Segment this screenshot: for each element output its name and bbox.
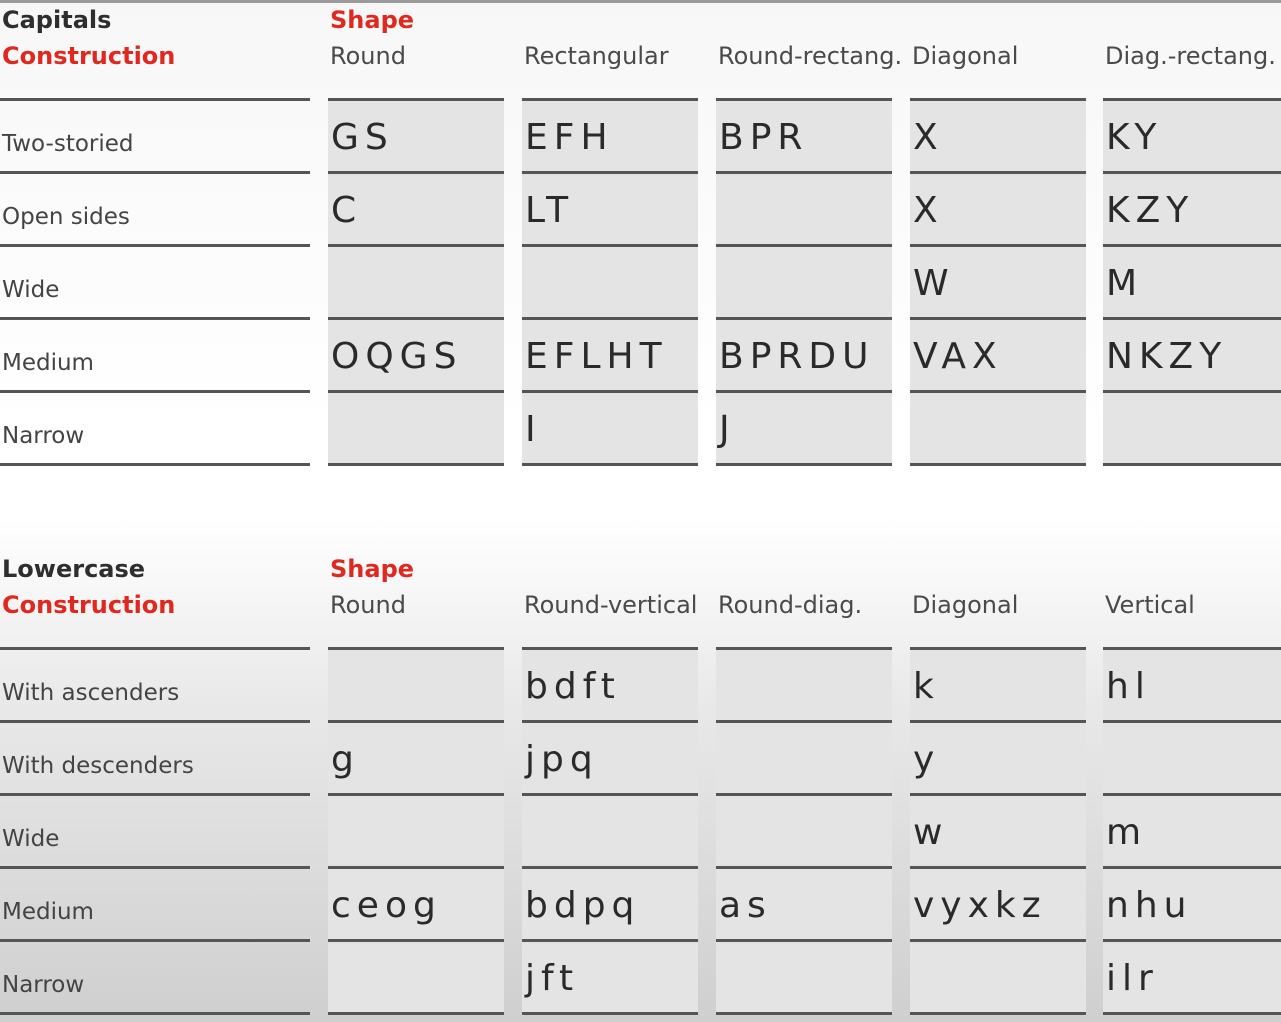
glyph-sample: X (913, 117, 944, 158)
glyph-sample: BPRDU (719, 336, 875, 377)
glyph-cell (910, 390, 1086, 463)
glyph-cell (522, 244, 698, 317)
column-header: Round (330, 42, 406, 70)
glyph-cell (716, 244, 892, 317)
glyph-sample: J (719, 409, 736, 450)
table-row (0, 390, 1281, 463)
glyph-cell (522, 390, 698, 463)
glyph-sample: X (913, 190, 944, 231)
glyph-sample: OQGS (331, 336, 463, 377)
glyph-sample: KY (1106, 117, 1163, 158)
glyph-cell (910, 647, 1086, 720)
table-row (0, 793, 1281, 866)
glyph-cell (328, 647, 504, 720)
glyph-cell (1103, 244, 1281, 317)
glyph-cell (1103, 647, 1281, 720)
row-label-text: Narrow (2, 423, 85, 449)
glyph-cell (522, 866, 698, 939)
column-header: Round-vertical (524, 591, 698, 619)
glyph-cell (716, 390, 892, 463)
column-header: Diagonal (912, 591, 1019, 619)
row-divider (716, 1012, 892, 1015)
glyph-sample: GS (331, 117, 394, 158)
row-label-text: Two-storied (2, 131, 134, 157)
glyph-sample: k (913, 666, 940, 707)
glyph-cell (910, 793, 1086, 866)
glyph-cell (716, 793, 892, 866)
glyph-sample: m (1106, 812, 1148, 853)
row-label (0, 244, 310, 317)
glyph-cell (328, 939, 504, 1012)
glyph-cell (522, 171, 698, 244)
construction-label: Construction (2, 42, 176, 70)
glyph-cell (1103, 390, 1281, 463)
glyph-sample: jpq (525, 739, 599, 780)
glyph-cell (910, 939, 1086, 1012)
glyph-cell (522, 647, 698, 720)
glyph-cell (328, 793, 504, 866)
glyph-sample: ilr (1106, 958, 1159, 999)
row-label (0, 390, 310, 463)
glyph-sample: bdft (525, 666, 621, 707)
row-divider (1103, 463, 1281, 466)
glyph-cell (328, 866, 504, 939)
glyph-cell (716, 98, 892, 171)
table-row (0, 647, 1281, 720)
glyph-cell (522, 317, 698, 390)
row-label (0, 317, 310, 390)
glyph-cell (328, 720, 504, 793)
glyph-cell (522, 793, 698, 866)
row-divider (910, 463, 1086, 466)
glyph-sample: NKZY (1106, 336, 1228, 377)
glyph-cell (328, 244, 504, 317)
row-label-text: Medium (2, 350, 94, 376)
shape-label: Shape (330, 6, 415, 34)
table-row (0, 939, 1281, 1012)
glyph-cell (716, 720, 892, 793)
glyph-cell (328, 98, 504, 171)
glyph-sample: w (913, 812, 949, 853)
row-label-text: Narrow (2, 972, 85, 998)
shape-label: Shape (330, 555, 415, 583)
glyph-cell (716, 647, 892, 720)
glyph-sample: C (331, 190, 363, 231)
glyph-sample: ceog (331, 885, 442, 926)
row-label (0, 866, 310, 939)
table-row (0, 866, 1281, 939)
row-label-text: Wide (2, 277, 60, 303)
row-divider (328, 1012, 504, 1015)
glyph-cell (910, 171, 1086, 244)
glyph-sample: EFLHT (525, 336, 668, 377)
glyph-cell (716, 171, 892, 244)
column-header: Round-diag. (718, 591, 863, 619)
row-label-text: Wide (2, 826, 60, 852)
row-divider (522, 463, 698, 466)
glyph-cell (522, 720, 698, 793)
row-label-text: With ascenders (2, 680, 180, 706)
row-label (0, 171, 310, 244)
glyph-sample: nhu (1106, 885, 1193, 926)
glyph-sample: LT (525, 190, 575, 231)
glyph-cell (716, 939, 892, 1012)
column-header: Round (330, 591, 406, 619)
column-header: Round-rectang. (718, 42, 903, 70)
table-row (0, 171, 1281, 244)
row-divider (1103, 1012, 1281, 1015)
glyph-sample: jft (525, 958, 580, 999)
glyph-cell (1103, 939, 1281, 1012)
glyph-cell (1103, 793, 1281, 866)
glyph-cell (910, 866, 1086, 939)
glyph-sample: bdpq (525, 885, 641, 926)
glyph-cell (716, 866, 892, 939)
glyph-cell (1103, 171, 1281, 244)
row-divider (910, 1012, 1086, 1015)
glyph-sample: as (719, 885, 772, 926)
row-divider (0, 463, 310, 466)
glyph-cell (716, 317, 892, 390)
glyph-cell (1103, 317, 1281, 390)
table-row (0, 317, 1281, 390)
table-row (0, 720, 1281, 793)
glyph-sample: M (1106, 263, 1144, 304)
glyph-sample: W (913, 263, 955, 304)
section-title: Lowercase (2, 555, 146, 583)
column-header: Rectangular (524, 42, 669, 70)
glyph-cell (1103, 720, 1281, 793)
table-row (0, 244, 1281, 317)
section-title: Capitals (2, 6, 112, 34)
row-label (0, 720, 310, 793)
glyph-sample: vyxkz (913, 885, 1047, 926)
column-header: Diag.-rectang. (1105, 42, 1276, 70)
row-divider (328, 463, 504, 466)
glyph-sample: EFH (525, 117, 614, 158)
glyph-sample: KZY (1106, 190, 1195, 231)
glyph-cell (522, 939, 698, 1012)
glyph-cell (328, 390, 504, 463)
row-label (0, 793, 310, 866)
glyph-cell (1103, 866, 1281, 939)
glyph-sample: BPR (719, 117, 809, 158)
row-label (0, 647, 310, 720)
glyph-cell (522, 98, 698, 171)
glyph-cell (910, 98, 1086, 171)
glyph-cell (328, 171, 504, 244)
glyph-sample: hl (1106, 666, 1151, 707)
row-label (0, 939, 310, 1012)
glyph-cell (910, 317, 1086, 390)
glyph-cell (1103, 98, 1281, 171)
row-label-text: Open sides (2, 204, 130, 230)
glyph-cell (328, 317, 504, 390)
row-divider (522, 1012, 698, 1015)
row-label-text: With descenders (2, 753, 194, 779)
glyph-sample: VAX (913, 336, 1003, 377)
glyph-cell (910, 244, 1086, 317)
row-label-text: Medium (2, 899, 94, 925)
row-label (0, 98, 310, 171)
row-divider (0, 1012, 310, 1015)
column-header: Diagonal (912, 42, 1019, 70)
row-divider (716, 463, 892, 466)
glyph-sample: g (331, 739, 360, 780)
glyph-sample: I (525, 409, 542, 450)
glyph-cell (910, 720, 1086, 793)
top-border (0, 0, 1281, 3)
table-row (0, 98, 1281, 171)
column-header: Vertical (1105, 591, 1195, 619)
construction-label: Construction (2, 591, 176, 619)
glyph-sample: y (913, 739, 941, 780)
